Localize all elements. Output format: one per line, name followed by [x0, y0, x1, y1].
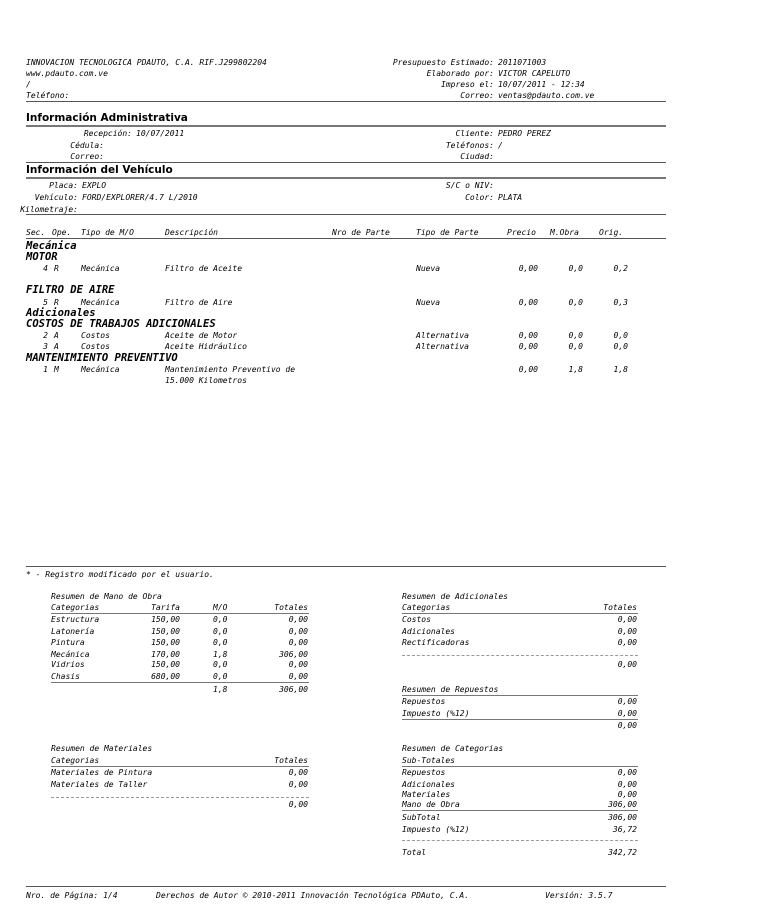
cell-mobra: 0,0 [568, 264, 583, 273]
parts-cat: Impuesto (%12) [402, 709, 470, 718]
categories-cat: Materiales [402, 790, 451, 799]
cell-desc: Filtro de Aceite [165, 264, 243, 273]
subtotal-label: SubTotal [402, 813, 441, 822]
additionals-cat: Adicionales [402, 627, 455, 636]
labor-tot: 306,00 [279, 650, 308, 659]
admin-section-title: Información Administrativa [26, 112, 188, 124]
cell-tipo: Mecánica [81, 298, 120, 307]
prepared-by-value: VICTOR CAPELUTO [498, 69, 571, 78]
divider [51, 797, 309, 798]
labor-cat: Vidrios [51, 660, 85, 669]
parts-sum: 0,00 [617, 721, 637, 730]
subgroup-title: MOTOR [26, 251, 58, 263]
col-precio: Precio [507, 228, 536, 237]
cell-sec: 2 [43, 331, 48, 340]
cell-ope: A [54, 331, 59, 340]
additionals-h-tot: Totales [603, 603, 637, 612]
additionals-tot: 0,00 [617, 615, 637, 624]
materials-h-cat: Categorias [51, 756, 100, 765]
additionals-tot: 0,00 [617, 638, 637, 647]
materials-sum: 0,00 [288, 800, 308, 809]
cell-tipo: Mecánica [81, 365, 120, 374]
divider [402, 695, 638, 696]
printed-label: Impreso el: [441, 80, 494, 89]
reception-label: Recepción: [83, 129, 132, 138]
cell-tipo: Costos [81, 331, 110, 340]
categories-cat: Repuestos [402, 768, 446, 777]
additionals-cat: Rectificadoras [402, 638, 470, 647]
total-value: 342,72 [608, 848, 637, 857]
cell-sec: 3 [43, 342, 48, 351]
cell-desc: Aceite de Motor [165, 331, 238, 340]
additionals-tot: 0,00 [617, 627, 637, 636]
cell-desc: Mantenimiento Preventivo de [165, 365, 296, 374]
additionals-sum: 0,00 [617, 660, 637, 669]
labor-mo: 1,8 [213, 650, 228, 659]
page-number: Nro. de Página: 1/4 [26, 891, 118, 900]
divider [402, 655, 638, 656]
cell-precio: 0,00 [518, 264, 538, 273]
divider [26, 566, 666, 567]
plate-value: EXPLO [82, 181, 107, 190]
cell-tparte: Nueva [416, 298, 441, 307]
vehicle-label: Vehículo: [34, 193, 78, 202]
budget-number: 2011071003 [498, 58, 547, 67]
categories-cat: Mano de Obra [402, 800, 460, 809]
cell-sec: 1 [43, 365, 48, 374]
labor-tot: 0,00 [288, 615, 308, 624]
materials-summary-title: Resumen de Materiales [51, 744, 153, 753]
cell-orig: 0,2 [613, 264, 628, 273]
vehicle-value: FORD/EXPLORER/4.7 L/2010 [82, 193, 198, 202]
phone-label: Teléfono: [26, 91, 70, 100]
labor-h-mo: M/O [213, 603, 228, 612]
categories-tot: 0,00 [617, 790, 637, 799]
labor-tarifa: 680,00 [151, 672, 180, 681]
cell-precio: 0,00 [518, 342, 538, 351]
cell-desc-cont: 15.000 Kilometros [165, 376, 247, 385]
address-slash: / [26, 80, 31, 89]
labor-tarifa: 170,00 [151, 650, 180, 659]
categories-h-sub: Sub-Totales [402, 756, 455, 765]
divider [26, 101, 666, 102]
cell-tipo: Mecánica [81, 264, 120, 273]
materials-h-tot: Totales [274, 756, 308, 765]
labor-mo: 0,0 [213, 638, 228, 647]
parts-summary-title: Resumen de Repuestos [402, 685, 499, 694]
divider [402, 719, 638, 720]
labor-tarifa: 150,00 [151, 660, 180, 669]
labor-tarifa: 150,00 [151, 627, 180, 636]
divider [402, 613, 638, 614]
col-ope: Ope. [52, 228, 72, 237]
printed-value: 10/07/2011 - 12:34 [498, 80, 585, 89]
reception-value: 10/07/2011 [136, 129, 185, 138]
additionals-summary-title: Resumen de Adicionales [402, 592, 508, 601]
labor-h-tarifa: Tarifa [151, 603, 180, 612]
categories-tot: 306,00 [608, 800, 637, 809]
cell-precio: 0,00 [518, 365, 538, 374]
color-label: Color: [465, 193, 494, 202]
cell-orig: 0,3 [613, 298, 628, 307]
parts-cat: Repuestos [402, 697, 446, 706]
company-website[interactable]: www.pdauto.com.ve [26, 69, 108, 78]
divider [26, 125, 666, 127]
col-tparte: Tipo de Parte [416, 228, 479, 237]
subgroup-title: COSTOS DE TRABAJOS ADICIONALES [26, 318, 216, 330]
labor-h-tot: Totales [274, 603, 308, 612]
labor-tot: 0,00 [288, 627, 308, 636]
categories-cat: Adicionales [402, 780, 455, 789]
company-name: INNOVACION TECNOLOGICA PDAUTO, C.A. RIF.J299802204 [26, 58, 267, 67]
client-value: PEDRO PEREZ [498, 129, 551, 138]
cell-ope: A [54, 342, 59, 351]
version: Versión: 3.5.7 [545, 891, 613, 900]
divider [26, 162, 666, 163]
labor-sum-tot: 306,00 [279, 685, 308, 694]
copyright: Derechos de Autor © 2010-2011 Innovación Tecnológica PDAuto, C.A. [156, 891, 470, 900]
divider [51, 613, 309, 614]
labor-tarifa: 150,00 [151, 615, 180, 624]
labor-summary-title: Resumen de Mano de Obra [51, 592, 162, 601]
labor-tot: 0,00 [288, 638, 308, 647]
cell-mobra: 0,0 [568, 298, 583, 307]
client-label: Cliente: [455, 129, 494, 138]
cell-precio: 0,00 [518, 298, 538, 307]
col-parte: Nro de Parte [332, 228, 390, 237]
cell-precio: 0,00 [518, 331, 538, 340]
city-label: Ciudad: [460, 152, 494, 161]
divider [26, 886, 666, 887]
cell-ope: R [54, 264, 59, 273]
divider [51, 682, 309, 683]
labor-tot: 0,00 [288, 660, 308, 669]
col-sec: Sec. [26, 228, 46, 237]
plate-label: Placa: [49, 181, 78, 190]
cell-mobra: 1,8 [568, 365, 583, 374]
col-desc: Descripción [165, 228, 218, 237]
labor-mo: 0,0 [213, 660, 228, 669]
divider [26, 177, 666, 179]
categories-summary-title: Resumen de Categorias [402, 744, 504, 753]
materials-cat: Materiales de Pintura [51, 768, 153, 777]
labor-sum-mo: 1,8 [213, 685, 228, 694]
subgroup-title: MANTENIMIENTO PREVENTIVO [26, 352, 178, 364]
cell-orig: 1,8 [613, 365, 628, 374]
phones-label: Teléfonos: [445, 141, 494, 150]
prepared-by-label: Elaborado por: [426, 69, 494, 78]
vehicle-section-title: Información del Vehículo [26, 164, 173, 176]
labor-mo: 0,0 [213, 672, 228, 681]
divider [402, 766, 638, 767]
divider [26, 238, 666, 239]
tax-value: 36,72 [612, 825, 637, 834]
email-value[interactable]: ventas@pdauto.com.ve [498, 91, 595, 100]
additionals-h-cat: Categorias [402, 603, 451, 612]
divider [402, 840, 638, 841]
col-tipo: Tipo de M/O [81, 228, 134, 237]
labor-cat: Mecánica [51, 650, 90, 659]
modified-note: * - Registro modificado por el usuario. [26, 570, 214, 579]
labor-tot: 0,00 [288, 672, 308, 681]
cell-sec: 5 [43, 298, 48, 307]
tax-label: Impuesto (%12) [402, 825, 470, 834]
cell-tparte: Alternativa [416, 331, 469, 340]
divider [402, 810, 638, 811]
materials-cat: Materiales de Taller [51, 780, 148, 789]
cell-tipo: Costos [81, 342, 110, 351]
total-label: Total [402, 848, 427, 857]
cell-desc: Aceite Hidráulico [165, 342, 247, 351]
labor-cat: Latonería [51, 627, 95, 636]
labor-cat: Estructura [51, 615, 100, 624]
labor-tarifa: 150,00 [151, 638, 180, 647]
km-label: Kilometraje: [20, 205, 78, 214]
col-mobra: M.Obra [550, 228, 579, 237]
correo-label: Correo: [70, 152, 104, 161]
cell-tparte: Alternativa [416, 342, 469, 351]
cell-orig: 0,0 [613, 342, 628, 351]
cell-tparte: Nueva [416, 264, 441, 273]
parts-tot: 0,00 [617, 697, 637, 706]
materials-tot: 0,00 [288, 768, 308, 777]
group-title: Adicionales [26, 307, 96, 319]
materials-tot: 0,00 [288, 780, 308, 789]
cell-ope: R [54, 298, 59, 307]
group-title: Mecánica [26, 240, 77, 252]
col-orig: Orig. [599, 228, 624, 237]
email-label: Correo: [460, 91, 494, 100]
labor-cat: Pintura [51, 638, 85, 647]
color-value: PLATA [498, 193, 523, 202]
parts-tot: 0,00 [617, 709, 637, 718]
phones-value: / [498, 141, 503, 150]
labor-cat: Chasis [51, 672, 80, 681]
cell-desc: Filtro de Aire [165, 298, 233, 307]
additionals-cat: Costos [402, 615, 431, 624]
categories-tot: 0,00 [617, 768, 637, 777]
vin-label: S/C o NIV: [445, 181, 494, 190]
divider [26, 214, 666, 215]
cell-mobra: 0,0 [568, 331, 583, 340]
budget-label: Presupuesto Estimado: [392, 58, 494, 67]
labor-mo: 0,0 [213, 615, 228, 624]
cell-sec: 4 [43, 264, 48, 273]
cedula-label: Cédula: [70, 141, 104, 150]
divider [51, 766, 309, 767]
labor-mo: 0,0 [213, 627, 228, 636]
categories-tot: 0,00 [617, 780, 637, 789]
cell-orig: 0,0 [613, 331, 628, 340]
subgroup-title: FILTRO DE AIRE [26, 284, 115, 296]
cell-mobra: 0,0 [568, 342, 583, 351]
subtotal-value: 306,00 [608, 813, 637, 822]
cell-ope: M [54, 365, 59, 374]
labor-h-cat: Categorias [51, 603, 100, 612]
